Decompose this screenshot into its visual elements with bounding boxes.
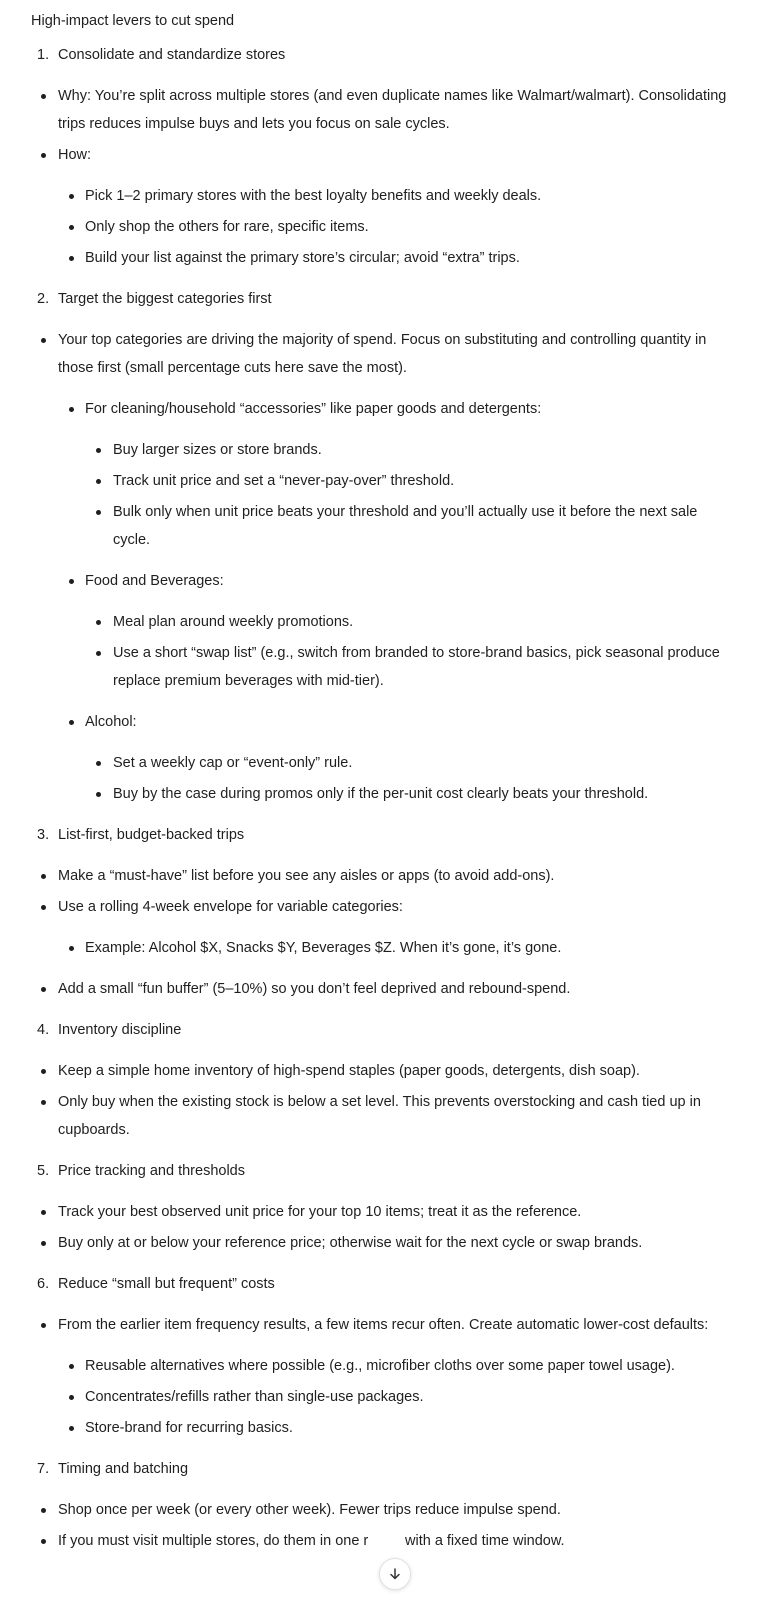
list-item-text: Bulk only when unit price beats your threshold and you’ll actually use it before the next sale (113, 504, 698, 520)
list-item-text: Buy larger sizes or store brands. (113, 442, 322, 458)
list-item-text: Food and Beverages: (85, 573, 224, 589)
bullet-dot-icon (41, 1241, 46, 1246)
list-item-text: cupboards. (58, 1122, 130, 1138)
section-heading: Consolidate and standardize stores (58, 47, 286, 63)
bullet-dot-icon (69, 1395, 74, 1400)
list-item-text: Use a rolling 4-week envelope for variable categories: (58, 899, 403, 915)
list-item-text: Reusable alternatives where possible (e.g., microfiber cloths over some paper towel usage). (85, 1358, 675, 1374)
bullet-dot-icon (41, 987, 46, 992)
section-number: 6. (37, 1276, 50, 1292)
bullet-dot-icon (41, 338, 46, 343)
list-item-text: Example: Alcohol $X, Snacks $Y, Beverages $Z. When it’s gone, it’s gone. (85, 940, 562, 956)
page-title: High-impact levers to cut spend (31, 13, 235, 29)
section-number: 1. (37, 47, 50, 63)
bullet-dot-icon (41, 1210, 46, 1215)
list-item-text: trips reduces impulse buys and lets you focus on sale cycles. (58, 116, 450, 132)
section-number: 5. (37, 1163, 50, 1179)
bullet-dot-icon (41, 1069, 46, 1074)
bullet-dot-icon (41, 874, 46, 879)
list-item-text: Keep a simple home inventory of high-spend staples (paper goods, detergents, dish soap). (58, 1063, 640, 1079)
bullet-dot-icon (69, 194, 74, 199)
bullet-dot-icon (69, 1426, 74, 1431)
list-item-text: For cleaning/household “accessories” like paper goods and detergents: (85, 401, 542, 417)
bullet-dot-icon (69, 225, 74, 230)
list-item-text: Buy by the case during promos only if the per-unit cost clearly beats your threshold. (113, 786, 649, 802)
list-item-text: with a fixed time window. (405, 1533, 565, 1549)
list-item-text: Only buy when the existing stock is below a set level. This prevents overstocking and cash tied up in (58, 1094, 701, 1110)
bullet-dot-icon (41, 1100, 46, 1105)
list-item-text: If you must visit multiple stores, do them in one r (58, 1533, 369, 1549)
list-item-text: Concentrates/refills rather than single-use packages. (85, 1389, 424, 1405)
list-item-text: Store-brand for recurring basics. (85, 1420, 293, 1436)
bullet-dot-icon (96, 792, 101, 797)
list-item-text: Set a weekly cap or “event-only” rule. (113, 755, 353, 771)
list-item-text: Why: You’re split across multiple stores (and even duplicate names like Walmart/walmart). Consolidating (58, 88, 727, 104)
section-number: 2. (37, 291, 50, 307)
section-heading: Reduce “small but frequent” costs (58, 1276, 275, 1292)
bullet-dot-icon (69, 946, 74, 951)
arrow-down-icon (388, 1567, 402, 1581)
section-heading: Price tracking and thresholds (58, 1163, 245, 1179)
list-item-text: Shop once per week (or every other week). Fewer trips reduce impulse spend. (58, 1502, 561, 1518)
section-heading: Timing and batching (58, 1461, 189, 1477)
section-number: 7. (37, 1461, 50, 1477)
bullet-dot-icon (41, 905, 46, 910)
list-item-text: Add a small “fun buffer” (5–10%) so you don’t feel deprived and rebound-spend. (58, 981, 571, 997)
bullet-dot-icon (69, 720, 74, 725)
list-item-text: replace premium beverages with mid-tier). (113, 673, 384, 689)
bullet-dot-icon (41, 1508, 46, 1513)
list-item-text: Your top categories are driving the majority of spend. Focus on substituting and controlling quantity in (58, 332, 707, 348)
list-item-text: From the earlier item frequency results, a few items recur often. Create automatic lower-cost defaults: (58, 1317, 709, 1333)
list-item-text: Meal plan around weekly promotions. (113, 614, 354, 630)
bullet-dot-icon (96, 510, 101, 515)
section-heading: List-first, budget-backed trips (58, 827, 245, 843)
bullet-dot-icon (69, 579, 74, 584)
list-item-text: Only shop the others for rare, specific items. (85, 219, 369, 235)
bullet-dot-icon (96, 761, 101, 766)
bullet-dot-icon (69, 256, 74, 261)
list-item-text: Buy only at or below your reference price; otherwise wait for the next cycle or swap brands. (58, 1235, 643, 1251)
list-item-text: Track unit price and set a “never-pay-over” threshold. (113, 473, 455, 489)
section-number: 4. (37, 1022, 50, 1038)
section-heading: Inventory discipline (58, 1022, 182, 1038)
bullet-dot-icon (96, 620, 101, 625)
bullet-dot-icon (41, 153, 46, 158)
list-item-text: Use a short “swap list” (e.g., switch from branded to store-brand basics, pick seasonal produce (113, 645, 720, 661)
list-item-text: those first (small percentage cuts here save the most). (58, 360, 407, 376)
section-number: 3. (37, 827, 50, 843)
bullet-dot-icon (96, 448, 101, 453)
list-item-text: cycle. (113, 532, 151, 548)
bullet-dot-icon (96, 651, 101, 656)
list-item-text: Build your list against the primary store’s circular; avoid “extra” trips. (85, 250, 520, 266)
list-item-text: How: (58, 147, 92, 163)
section-heading: Target the biggest categories first (58, 291, 272, 307)
bullet-dot-icon (69, 1364, 74, 1369)
list-item-text: Make a “must-have” list before you see any aisles or apps (to avoid add-ons). (58, 868, 555, 884)
list-item-text: Track your best observed unit price for your top 10 items; treat it as the reference. (58, 1204, 582, 1220)
bullet-dot-icon (69, 407, 74, 412)
scroll-to-bottom-button[interactable] (379, 1558, 411, 1590)
bullet-dot-icon (41, 94, 46, 99)
bullet-dot-icon (41, 1323, 46, 1328)
bullet-dot-icon (96, 479, 101, 484)
list-item-text: Pick 1–2 primary stores with the best loyalty benefits and weekly deals. (85, 188, 542, 204)
list-item-text: Alcohol: (85, 714, 137, 730)
bullet-dot-icon (41, 1539, 46, 1544)
